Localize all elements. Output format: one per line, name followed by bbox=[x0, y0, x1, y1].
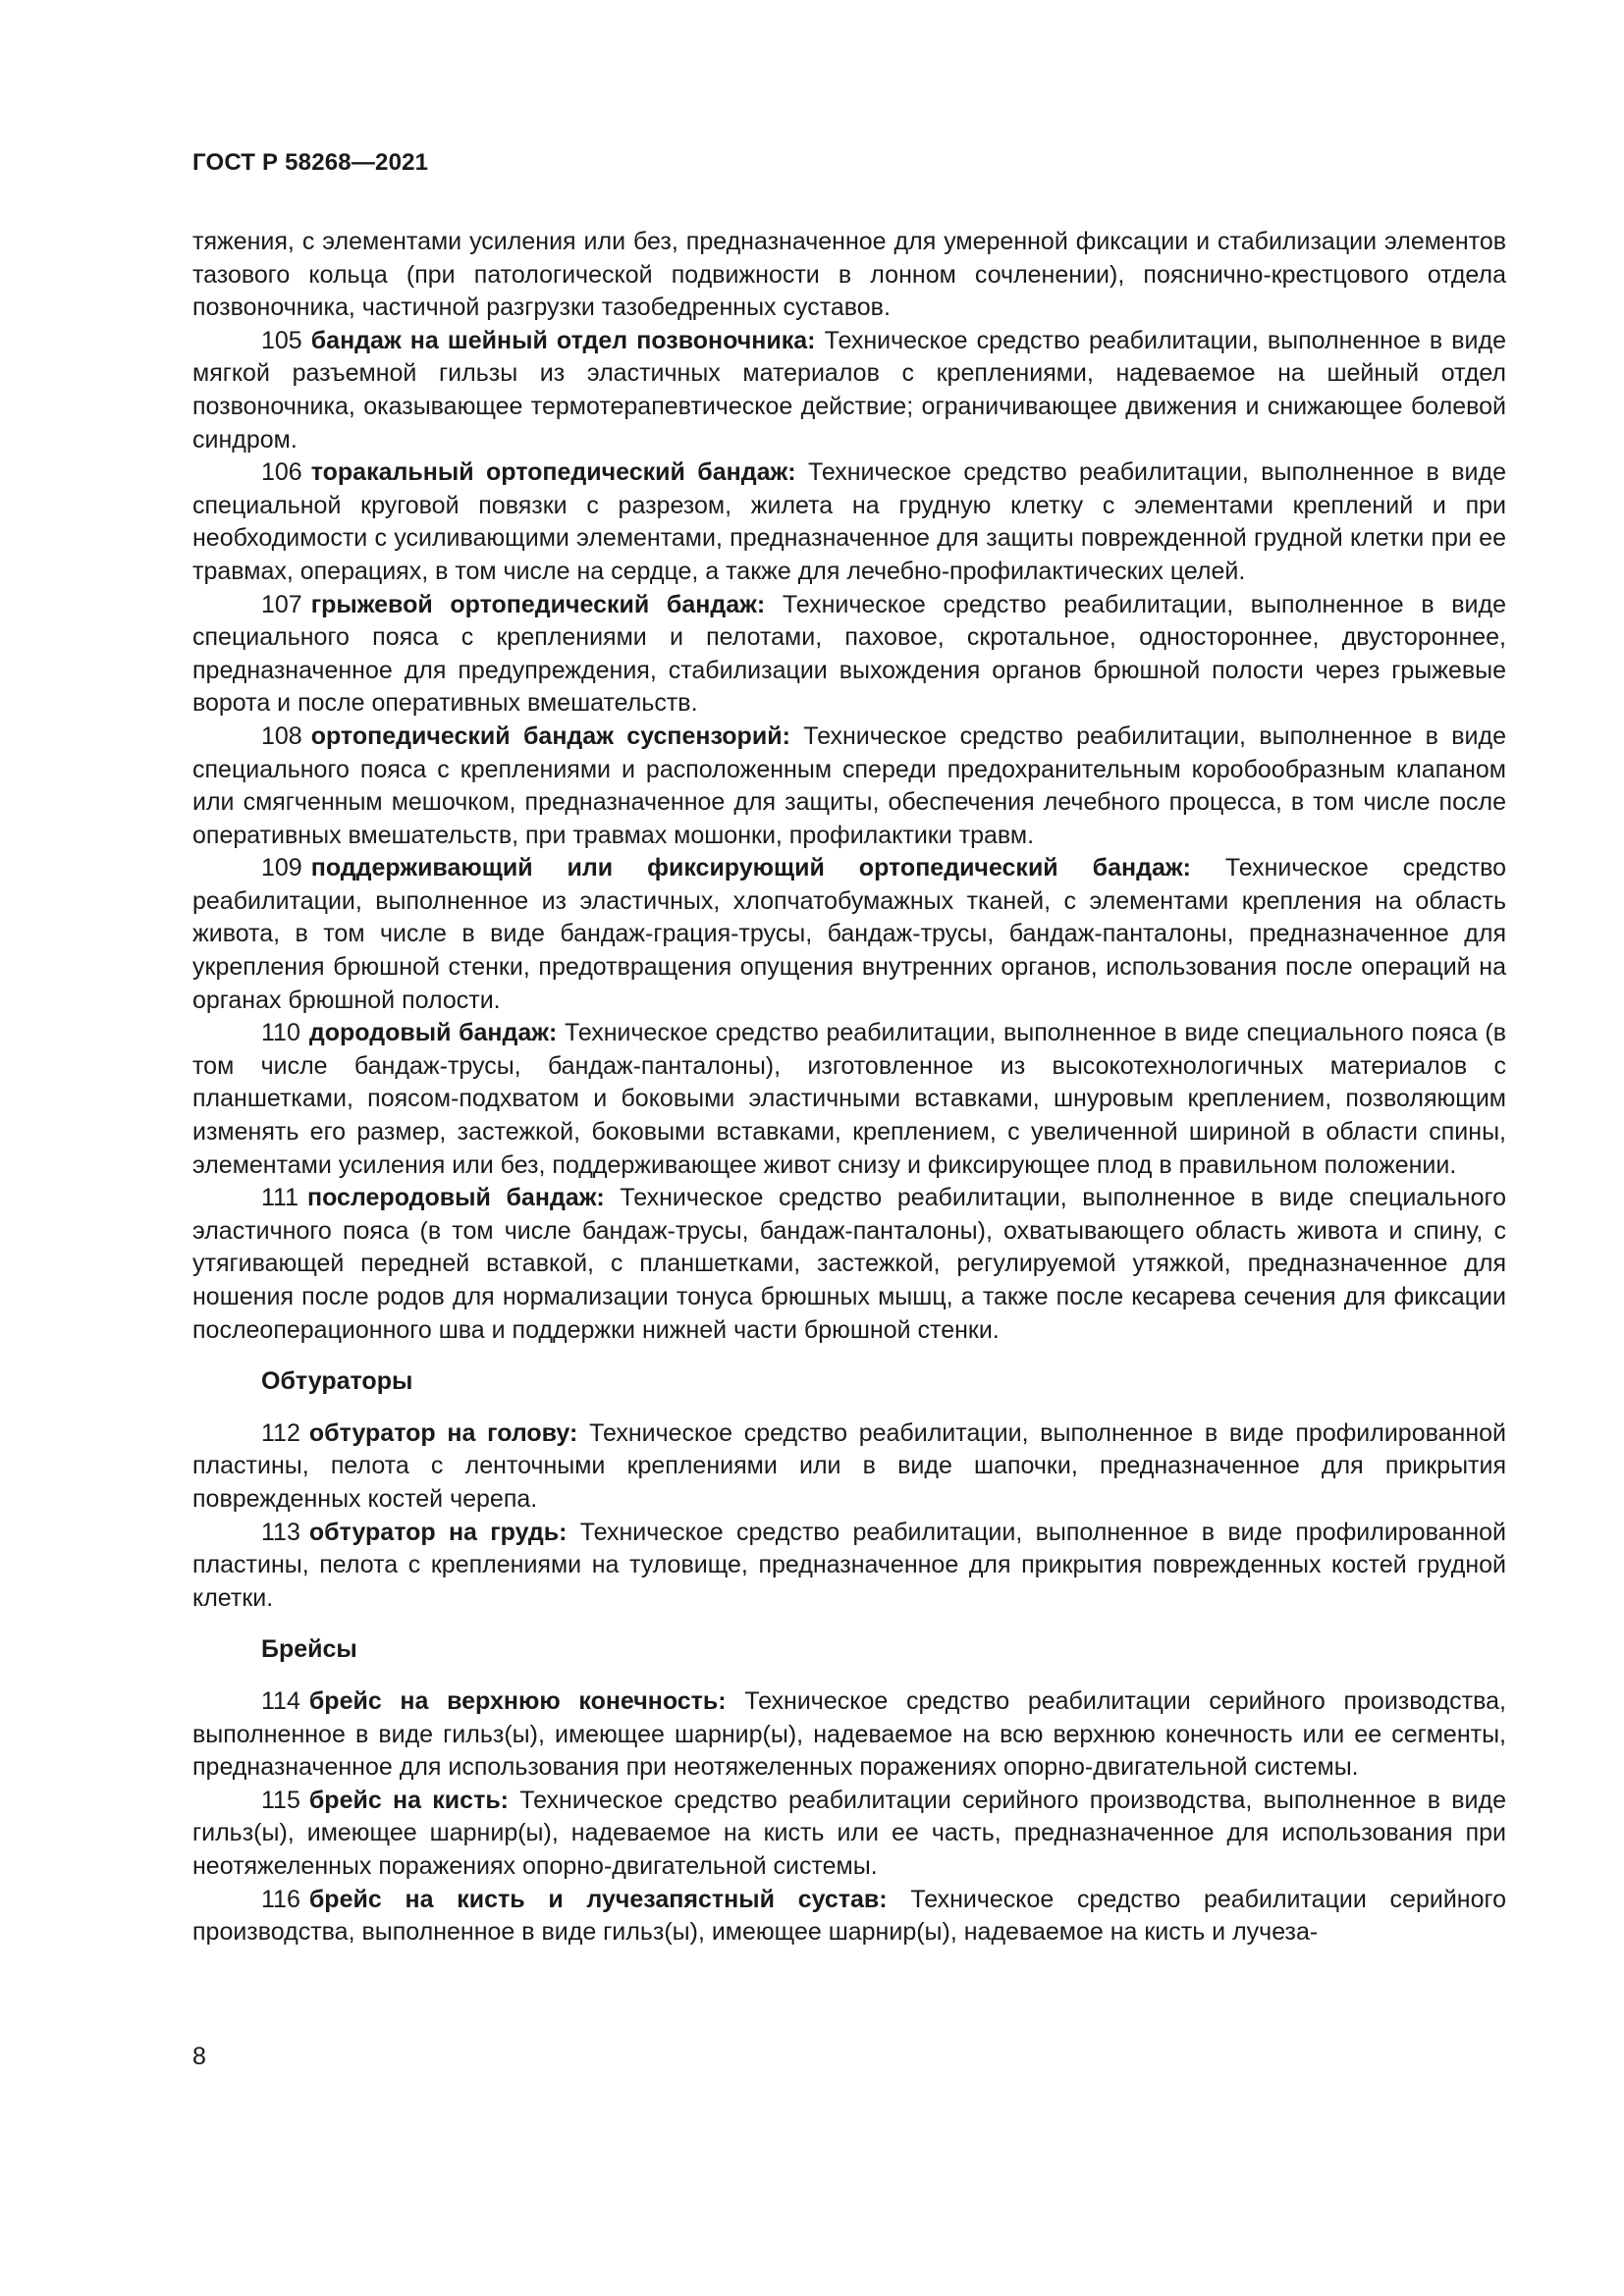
term-number: 107 bbox=[261, 590, 302, 618]
term-definition: Техническое средство реабилитации, выполненное в виде мягкой разъемной гильзы из эластичных материалов с креплениями, надеваемое на шейный отдел позвоночника, оказывающее термотерапевтическое действие; ограничивающее движения и снижающее болевой синдром. bbox=[192, 326, 1506, 454]
document-body bbox=[192, 226, 1506, 1949]
term-number: 110 bbox=[261, 1019, 300, 1047]
term-definition: Техническое средство реабилитации серийного производства, выполненное в виде гильз(ы), имеющее шарнир(ы), надеваемое на всю верхнюю конечность или ее сегменты, предназначенное для использования при неотяжеленных поражениях опорно-двигательной системы. bbox=[192, 1686, 1506, 1782]
term-number: 116 bbox=[261, 1885, 300, 1913]
term-definition: Техническое средство реабилитации, выполненное в виде специального пояса с креплениями и пелотами, паховое, скротальное, одностороннее, двустороннее, предназначенное для предупреждения, стабилизации выхождения органов брюшной полости через грыжевые ворота и после оперативных вмешательств. bbox=[192, 590, 1506, 718]
term-entry bbox=[192, 1017, 1506, 1182]
term-definition: Техническое средство реабилитации, выполненное в виде профилированной пластины, пелота с креплениями на туловище, предназначенное для прикрытия поврежденных костей грудной клетки. bbox=[192, 1518, 1506, 1612]
term-title: обтуратор на грудь: bbox=[308, 1518, 568, 1546]
term-number: 111 bbox=[261, 1184, 299, 1212]
term-definition: Техническое средство реабилитации серийного производства, выполненное в виде гильз(ы), имеющее шарнир(ы), надеваемое на кисть и лучеза- bbox=[192, 1885, 1506, 1947]
term-number: 105 bbox=[261, 326, 302, 354]
term-title: ортопедический бандаж суспензорий: bbox=[310, 721, 790, 750]
term-entry bbox=[192, 456, 1506, 588]
term-definition: Техническое средство реабилитации, выполненное в виде специального пояса с креплениями и расположенным спереди предохранительным коробообразным клапаном или смягченным мешочком, предназначенное для защиты, обеспечения лечебного процесса, в том числе после оперативных вмешательств, при травмах мошонки, профилактики травм. bbox=[192, 721, 1506, 849]
term-title: брейс на кисть и лучезапястный сустав: bbox=[308, 1885, 888, 1913]
term-definition: Техническое средство реабилитации, выполненное в виде специального пояса (в том числе бандаж-трусы, бандаж-панталоны), изготовленное из высокотехнологичных материалов с планшетками, поясом-подхватом и боковыми эластичными вставками, шнуровым креплением, позволяющим изменять его размер, застежкой, боковыми вставками, креплением, с увеличенной шириной в области спины, элементами усиления или без, поддерживающее живот снизу и фиксирующее плод в правильном положении. bbox=[192, 1019, 1507, 1179]
term-title: брейс на кисть: bbox=[308, 1786, 510, 1814]
page-number: 8 bbox=[192, 2043, 206, 2070]
term-number: 114 bbox=[261, 1686, 300, 1715]
term-definition: Техническое средство реабилитации, выполненное в виде специальной круговой повязки с разрезом, жилета на грудную клетку с элементами креплений и при необходимости с усиливающими элементами, предназначенное для защиты поврежденной грудной клетки при ее травмах, операциях, в том числе на сердце, а также для лечебно-профилактических целей. bbox=[192, 458, 1506, 585]
term-number: 108 bbox=[261, 721, 302, 750]
term-number: 113 bbox=[261, 1518, 300, 1546]
term-entry bbox=[192, 1785, 1506, 1884]
term-number: 109 bbox=[261, 854, 302, 882]
document-header-code: ГОСТ Р 58268—2021 bbox=[192, 149, 429, 176]
term-entry bbox=[192, 1517, 1506, 1616]
term-entry bbox=[192, 1182, 1506, 1347]
term-title: поддерживающий или фиксирующий ортопедический бандаж: bbox=[310, 854, 1191, 882]
continuation-paragraph: тяжения, с элементами усиления или без, предназначенное для умеренной фиксации и стабилизации элементов тазового кольца (при патологической подвижности в лонном сочленении), пояснично-крестцового отдела позвоночника, частичной разгрузки тазобедренных суставов. bbox=[192, 228, 1506, 322]
term-definition: Техническое средство реабилитации, выполненное в виде профилированной пластины, пелота с ленточными креплениями или в виде шапочки, предназначенное для прикрытия поврежденных костей черепа. bbox=[192, 1418, 1507, 1513]
section-heading-obturators: Обтураторы bbox=[261, 1367, 413, 1396]
term-entry bbox=[192, 325, 1506, 456]
term-definition: Техническое средство реабилитации, выполненное из эластичных, хлопчатобумажных тканей, с элементами крепления на область живота, в том числе в виде бандаж-грация-трусы, бандаж-трусы, бандаж-панталоны, предназначенное для укрепления брюшной стенки, предотвращения опущения внутренних органов, использования после операций на органах брюшной полости. bbox=[192, 854, 1507, 1014]
section-heading-braces: Брейсы bbox=[261, 1635, 357, 1664]
term-entry bbox=[192, 1685, 1506, 1785]
term-number: 112 bbox=[261, 1418, 300, 1447]
term-entry bbox=[192, 1417, 1506, 1517]
term-entry bbox=[192, 1884, 1506, 1949]
term-entry bbox=[192, 721, 1506, 852]
term-title: послеродовый бандаж: bbox=[307, 1184, 605, 1212]
term-title: бандаж на шейный отдел позвоночника: bbox=[310, 326, 816, 354]
term-title: торакальный ортопедический бандаж: bbox=[310, 458, 796, 487]
term-title: обтуратор на голову: bbox=[308, 1418, 578, 1447]
term-number: 115 bbox=[261, 1786, 300, 1814]
term-title: грыжевой ортопедический бандаж: bbox=[310, 590, 766, 618]
term-definition: Техническое средство реабилитации серийного производства, выполненное в виде гильз(ы), имеющее шарнир(ы), надеваемое на кисть или ее часть, предназначенное для использования при неотяжеленных поражениях опорно-двигательной системы. bbox=[192, 1786, 1507, 1880]
term-title: дородовый бандаж: bbox=[308, 1019, 558, 1047]
term-definition: Техническое средство реабилитации, выполненное в виде специального эластичного пояса (в том числе бандаж-трусы, бандаж-панталоны), охватывающего область живота и спину, с утягивающей передней вставкой, с планшетками, застежкой, регулируемой утяжкой, предназначенное для ношения после родов для нормализации тонуса брюшных мышц, а также после кесарева сечения для фиксации послеоперационного шва и поддержки нижней части брюшной стенки. bbox=[192, 1184, 1506, 1344]
term-entry bbox=[192, 589, 1506, 721]
term-title: брейс на верхнюю конечность: bbox=[308, 1686, 727, 1715]
term-number: 106 bbox=[261, 458, 302, 487]
term-entry bbox=[192, 852, 1506, 1017]
